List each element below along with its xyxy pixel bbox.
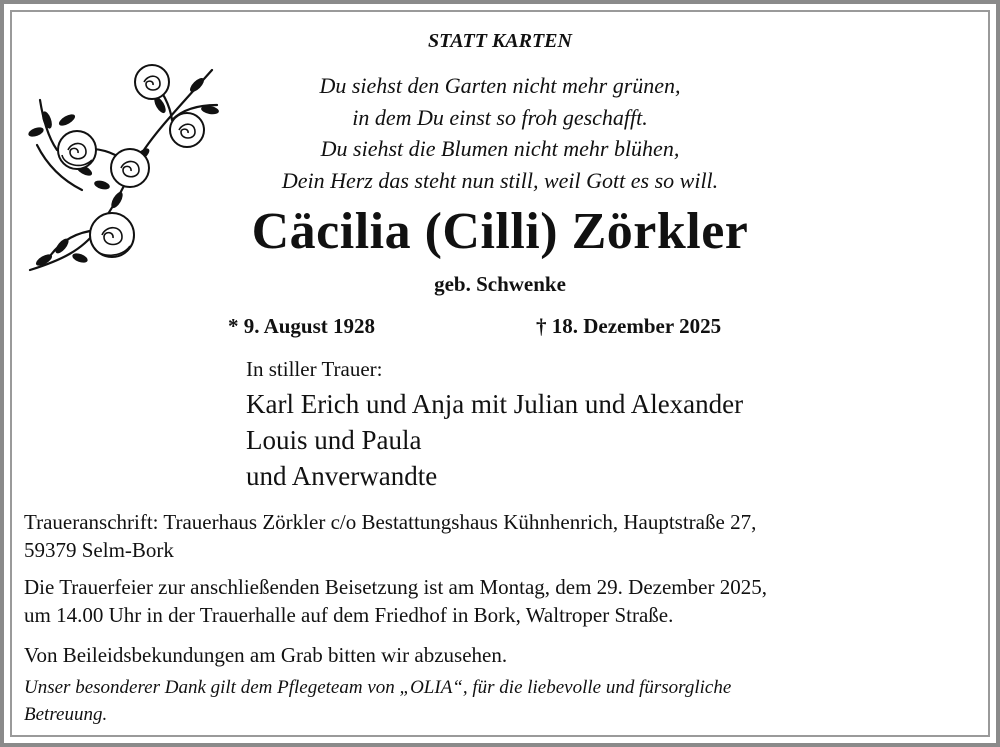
thanks-line: Unser besonderer Dank gilt dem Pflegeteam von „OLIA“, für die liebevolle und fürsorgliche — [24, 677, 732, 698]
ceremony-line: um 14.00 Uhr in der Trauerhalle auf dem Friedhof in Bork, Waltroper Straße. — [24, 603, 674, 627]
address-line: 59379 Selm-Bork — [24, 538, 174, 562]
thanks-note — [24, 674, 984, 728]
mourner-line: Karl Erich und Anja mit Julian und Alexander — [246, 389, 744, 419]
death-date: † 18. Dezember 2025 — [536, 314, 722, 338]
mourners-list — [246, 386, 743, 494]
deceased-name: Cäcilia (Cilli) Zörkler — [251, 203, 749, 260]
mourner-line: und Anverwandte — [246, 461, 438, 491]
condolences-note: Von Beileidsbekundungen am Grab bitten wir abzusehen. — [24, 643, 508, 667]
mourner-line: Louis und Paula — [246, 425, 422, 455]
address-line: Traueranschrift: Trauerhaus Zörkler c/o Bestattungshaus Kühnhenrich, Hauptstraße 27, — [24, 510, 757, 534]
mourning-address — [24, 508, 984, 564]
poem-line: Dein Herz das steht nun still, weil Gott es so will. — [281, 167, 719, 193]
thanks-line: Betreuung. — [24, 704, 108, 725]
birth-date: * 9. August 1928 — [228, 314, 376, 338]
header-statt-karten: STATT KARTEN — [428, 30, 572, 52]
poem-line: Du siehst den Garten nicht mehr grünen, — [319, 73, 681, 98]
mourning-label: In stiller Trauer: — [246, 357, 383, 381]
ceremony-info — [24, 573, 984, 629]
poem-line: Du siehst die Blumen nicht mehr blühen, — [320, 136, 680, 161]
ceremony-line: Die Trauerfeier zur anschließenden Beisetzung ist am Montag, dem 29. Dezember 2025, — [24, 575, 767, 599]
birth-name: geb. Schwenke — [434, 272, 566, 296]
poem-line: in dem Du einst so froh geschafft. — [352, 104, 648, 130]
poem — [220, 70, 780, 196]
